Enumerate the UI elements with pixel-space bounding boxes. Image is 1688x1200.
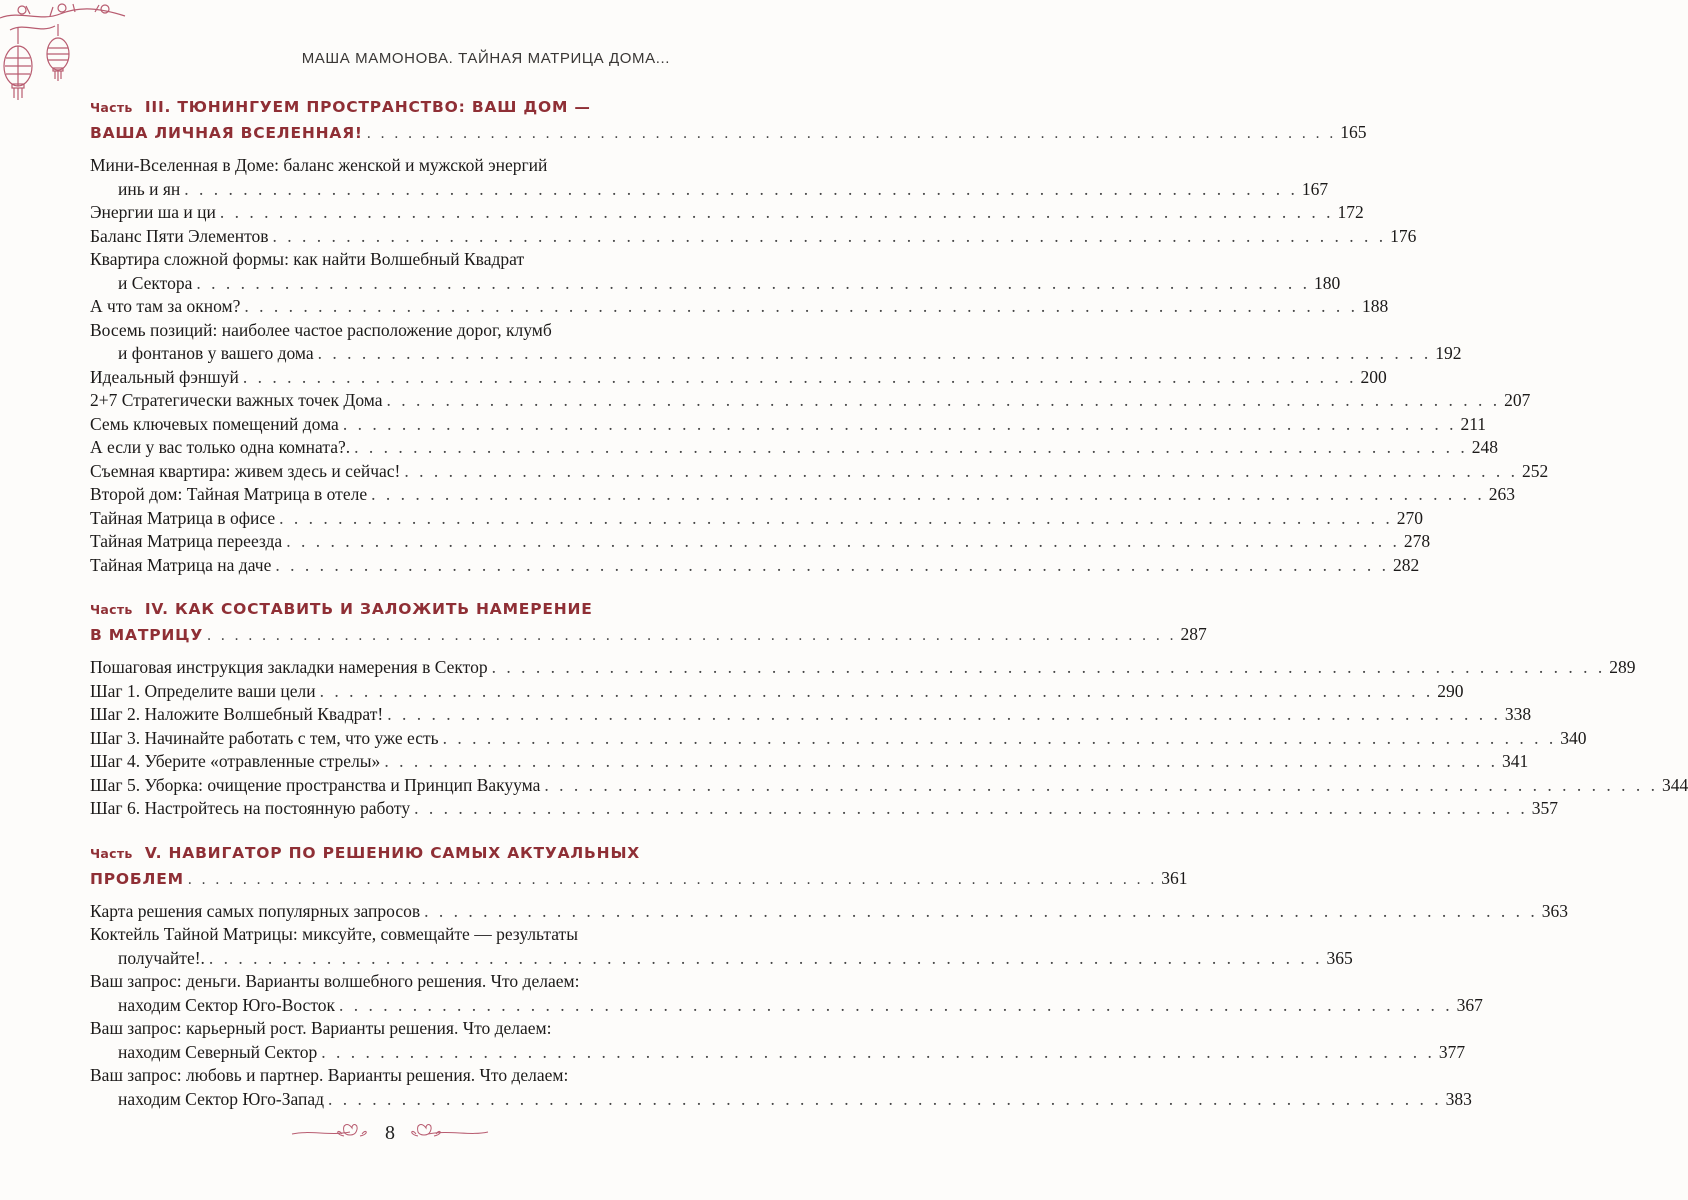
page-number: 165 xyxy=(1340,122,1367,142)
entry-title: Карта решения самых популярных запросов xyxy=(90,900,421,921)
toc-entry[interactable] xyxy=(90,774,1688,798)
toc-entry[interactable] xyxy=(90,436,1498,460)
part-label: Часть xyxy=(90,602,133,617)
page-number: 289 xyxy=(1609,657,1636,677)
part-heading-line[interactable] xyxy=(90,120,1367,146)
toc-entry[interactable] xyxy=(90,923,1353,970)
toc-entry[interactable] xyxy=(90,248,1341,295)
entry-title: Съемная квартира: живем здесь и сейчас! xyxy=(90,460,401,481)
entry-title: Мини-Вселенная в Доме: баланс женской и мужской энергий xyxy=(90,155,548,175)
part-heading-line[interactable] xyxy=(90,95,670,120)
entry-title: Тайная Матрица на даче xyxy=(90,554,272,575)
entry-title: Шаг 5. Уборка: очищение пространства и Принцип Вакуума xyxy=(90,774,541,795)
page-number: 167 xyxy=(1301,178,1329,199)
page-number: 188 xyxy=(1362,296,1389,316)
toc-entry[interactable] xyxy=(90,727,1587,751)
lantern-ornament-icon xyxy=(0,0,130,110)
page-number-footer: 8 xyxy=(385,1122,395,1144)
toc-entry[interactable] xyxy=(90,970,1483,1017)
toc-entry[interactable] xyxy=(90,460,1549,484)
toc-entry[interactable] xyxy=(90,483,1515,507)
entry-title: находим Северный Сектор xyxy=(118,1041,318,1062)
entry-title: Ваш запрос: карьерный рост. Варианты решения. Что делаем: xyxy=(90,1018,552,1038)
page-number: 252 xyxy=(1522,460,1549,481)
toc-entry[interactable] xyxy=(90,680,1464,704)
page-number: 357 xyxy=(1531,798,1558,818)
page-number: 192 xyxy=(1435,343,1462,363)
toc-entry[interactable] xyxy=(90,154,1329,201)
toc-entry[interactable] xyxy=(90,1017,1466,1064)
part-heading-line[interactable] xyxy=(90,866,1188,892)
page-number: 340 xyxy=(1560,727,1587,748)
entry-title: Пошаговая инструкция закладки намерения в Сектор xyxy=(90,657,488,677)
table-of-contents xyxy=(90,95,1688,1123)
page-number: 282 xyxy=(1392,554,1420,575)
toc-entry[interactable] xyxy=(90,1064,1472,1111)
page-number: 383 xyxy=(1445,1088,1472,1109)
running-header: МАША МАМОНОВА. ТАЙНАЯ МАТРИЦА ДОМА... xyxy=(301,50,670,67)
toc-entry[interactable] xyxy=(90,319,1462,366)
page-number: 180 xyxy=(1313,272,1341,293)
page-number: 278 xyxy=(1403,531,1431,551)
entry-title: находим Сектор Юго-Запад xyxy=(118,1088,325,1109)
entry-title: Семь ключевых помещений дома xyxy=(90,413,339,434)
toc-part-3 xyxy=(90,95,1549,577)
page-number: 172 xyxy=(1337,202,1364,222)
part-title: IV. КАК СОСТАВИТЬ И ЗАЛОЖИТЬ НАМЕРЕНИЕ xyxy=(144,600,593,618)
toc-part-5 xyxy=(90,841,1568,1112)
toc-entry[interactable] xyxy=(90,703,1532,727)
entry-title: получайте!. xyxy=(118,947,205,968)
page-number: 338 xyxy=(1504,704,1532,724)
page-footer xyxy=(280,1118,500,1158)
entry-title: инь и ян xyxy=(118,178,181,199)
page-number: 367 xyxy=(1456,994,1483,1015)
page-number: 207 xyxy=(1504,390,1531,410)
part-heading-line[interactable] xyxy=(90,597,670,622)
page-number: 270 xyxy=(1396,507,1424,528)
entry-title: Тайная Матрица в офисе xyxy=(90,507,276,528)
part-heading-line[interactable] xyxy=(90,622,1207,648)
toc-entry[interactable] xyxy=(90,750,1529,774)
part-title: III. ТЮНИНГУЕМ ПРОСТРАНСТВО: ВАШ ДОМ — xyxy=(144,98,591,116)
entry-title: находим Сектор Юго-Восток xyxy=(118,994,335,1015)
entry-title: А что там за окном? xyxy=(90,296,241,316)
part-label: Часть xyxy=(90,100,133,115)
page-number: 248 xyxy=(1471,437,1498,457)
page-number: 290 xyxy=(1437,680,1464,701)
page-number: 200 xyxy=(1360,366,1387,387)
toc-entry[interactable] xyxy=(90,797,1558,821)
entry-title: Баланс Пяти Элементов xyxy=(90,225,269,246)
entry-title: Шаг 4. Уберите «отравленные стрелы» xyxy=(90,751,381,771)
entry-title: Ваш запрос: деньги. Варианты волшебного решения. Что делаем: xyxy=(90,971,580,991)
entry-title: 2+7 Стратегически важных точек Дома xyxy=(90,390,383,410)
toc-entry[interactable] xyxy=(90,201,1364,225)
entry-title: Шаг 6. Настройтесь на постоянную работу xyxy=(90,798,411,818)
entry-title: и фонтанов у вашего дома xyxy=(118,343,314,363)
entry-title: Второй дом: Тайная Матрица в отеле xyxy=(90,484,368,504)
entry-title: Энергии ша и ци xyxy=(90,202,216,222)
toc-entry[interactable] xyxy=(90,656,1636,680)
toc-entry[interactable] xyxy=(90,900,1568,924)
page-number: 263 xyxy=(1488,484,1515,504)
page-number: 361 xyxy=(1161,867,1188,888)
entry-title: Коктейль Тайной Матрицы: миксуйте, совмещайте — результаты xyxy=(90,924,578,944)
toc-entry[interactable] xyxy=(90,295,1389,319)
entry-title: А если у вас только одна комната?. xyxy=(90,437,351,457)
entry-title: Ваш запрос: любовь и партнер. Варианты решения. Что делаем: xyxy=(90,1065,569,1085)
toc-entry[interactable] xyxy=(90,413,1487,437)
entry-title: Идеальный фэншуй xyxy=(90,366,239,387)
entry-title: и Сектора xyxy=(118,272,193,293)
entry-title: Тайная Матрица переезда xyxy=(90,531,283,551)
page-number: 363 xyxy=(1541,900,1568,921)
page-number: 176 xyxy=(1390,225,1417,246)
toc-entry[interactable] xyxy=(90,389,1531,413)
page-number: 377 xyxy=(1438,1041,1466,1062)
page-number: 287 xyxy=(1180,624,1207,644)
entry-title: Шаг 1. Определите ваши цели xyxy=(90,680,316,701)
part-title: В МАТРИЦУ xyxy=(90,626,204,644)
entry-title: Восемь позиций: наиболее частое расположение дорог, клумб xyxy=(90,319,552,340)
part-title: ВАША ЛИЧНАЯ ВСЕЛЕННАЯ! xyxy=(90,124,363,142)
page-number: 365 xyxy=(1326,947,1353,968)
part-heading-line[interactable] xyxy=(90,841,670,866)
toc-entry[interactable] xyxy=(90,530,1431,554)
toc-entry[interactable] xyxy=(90,554,1420,578)
page-number: 211 xyxy=(1460,413,1487,434)
part-label: Часть xyxy=(90,845,133,861)
page-number: 344 xyxy=(1662,774,1688,795)
toc-part-4 xyxy=(90,597,1688,821)
part-title: ПРОБЛЕМ xyxy=(90,869,184,888)
toc-entry[interactable] xyxy=(90,507,1424,531)
page-number: 341 xyxy=(1501,751,1529,771)
part-title: V. НАВИГАТОР ПО РЕШЕНИЮ САМЫХ АКТУАЛЬНЫХ xyxy=(144,843,641,862)
toc-entry[interactable] xyxy=(90,225,1417,249)
entry-title: Квартира сложной формы: как найти Волшебный Квадрат xyxy=(90,249,525,269)
entry-title: Шаг 3. Начинайте работать с тем, что уже есть xyxy=(90,727,439,748)
toc-entry[interactable] xyxy=(90,366,1387,390)
entry-title: Шаг 2. Наложите Волшебный Квадрат! xyxy=(90,704,384,724)
